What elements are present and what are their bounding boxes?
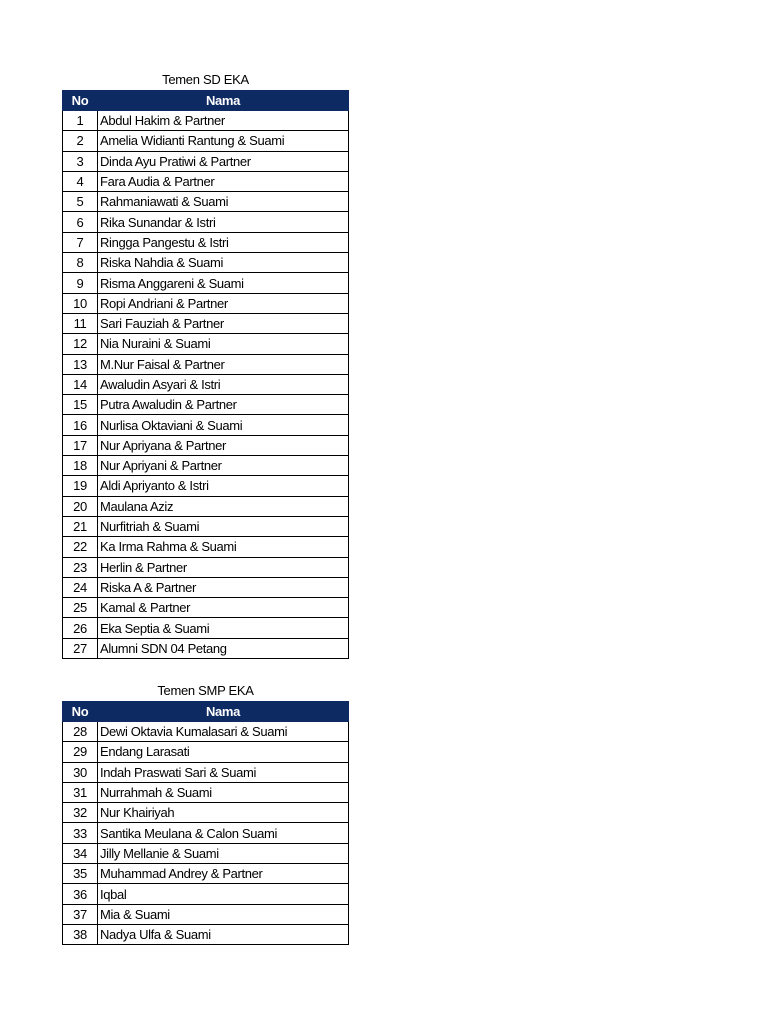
table-row [63, 253, 349, 273]
row-number: 11 [63, 313, 98, 333]
table-row [63, 435, 349, 455]
row-number: 21 [63, 516, 98, 536]
row-number: 22 [63, 537, 98, 557]
section-temen-smp [62, 681, 349, 945]
column-header-nama: Nama [98, 91, 349, 111]
table-row [63, 762, 349, 782]
row-number: 9 [63, 273, 98, 293]
row-number: 24 [63, 577, 98, 597]
guest-name: Kamal & Partner [98, 598, 349, 618]
guest-name: Nurlisa Oktaviani & Suami [98, 415, 349, 435]
row-number: 34 [63, 843, 98, 863]
guest-name: Fara Audia & Partner [98, 171, 349, 191]
table-row [63, 273, 349, 293]
guest-name: Riska A & Partner [98, 577, 349, 597]
table-row [63, 232, 349, 252]
table-row [63, 577, 349, 597]
row-number: 28 [63, 722, 98, 742]
row-number: 25 [63, 598, 98, 618]
row-number: 17 [63, 435, 98, 455]
row-number: 26 [63, 618, 98, 638]
guest-name: Ringga Pangestu & Istri [98, 232, 349, 252]
section-title: Temen SD EKA [162, 72, 249, 87]
table-row [63, 618, 349, 638]
row-number: 31 [63, 782, 98, 802]
guest-name: Nadya Ulfa & Suami [98, 924, 349, 944]
row-number: 2 [63, 131, 98, 151]
table-row [63, 722, 349, 742]
guest-table-smp [62, 701, 349, 945]
column-header-no: No [63, 702, 98, 722]
row-number: 27 [63, 638, 98, 658]
table-row [63, 803, 349, 823]
table-row [63, 334, 349, 354]
guest-name: Dewi Oktavia Kumalasari & Suami [98, 722, 349, 742]
row-number: 10 [63, 293, 98, 313]
section-temen-sd [62, 70, 349, 659]
table-row [63, 415, 349, 435]
row-number: 29 [63, 742, 98, 762]
guest-name: Ka Irma Rahma & Suami [98, 537, 349, 557]
guest-name: Indah Praswati Sari & Suami [98, 762, 349, 782]
row-number: 8 [63, 253, 98, 273]
table-body [63, 722, 349, 945]
guest-name: Herlin & Partner [98, 557, 349, 577]
guest-name: Sari Fauziah & Partner [98, 313, 349, 333]
guest-name: Endang Larasati [98, 742, 349, 762]
guest-name: Maulana Aziz [98, 496, 349, 516]
guest-table-sd [62, 90, 349, 659]
table-row [63, 638, 349, 658]
table-row [63, 456, 349, 476]
row-number: 7 [63, 232, 98, 252]
table-row [63, 212, 349, 232]
guest-name: Dinda Ayu Pratiwi & Partner [98, 151, 349, 171]
row-number: 18 [63, 456, 98, 476]
table-row [63, 557, 349, 577]
table-row [63, 904, 349, 924]
row-number: 37 [63, 904, 98, 924]
table-row [63, 782, 349, 802]
table-row [63, 293, 349, 313]
row-number: 19 [63, 476, 98, 496]
row-number: 1 [63, 111, 98, 131]
table-row [63, 742, 349, 762]
table-row [63, 354, 349, 374]
table-row [63, 313, 349, 333]
guest-name: Alumni SDN 04 Petang [98, 638, 349, 658]
guest-name: Abdul Hakim & Partner [98, 111, 349, 131]
guest-name: Rahmaniawati & Suami [98, 192, 349, 212]
column-header-nama: Nama [98, 702, 349, 722]
table-row [63, 864, 349, 884]
row-number: 15 [63, 395, 98, 415]
guest-name: Ropi Andriani & Partner [98, 293, 349, 313]
row-number: 23 [63, 557, 98, 577]
table-row [63, 131, 349, 151]
row-number: 36 [63, 884, 98, 904]
table-row [63, 843, 349, 863]
guest-name: Nia Nuraini & Suami [98, 334, 349, 354]
guest-name: Risma Anggareni & Suami [98, 273, 349, 293]
guest-name: Nurrahmah & Suami [98, 782, 349, 802]
table-header-row [63, 702, 349, 722]
row-number: 6 [63, 212, 98, 232]
row-number: 30 [63, 762, 98, 782]
table-row [63, 476, 349, 496]
guest-name: Putra Awaludin & Partner [98, 395, 349, 415]
table-body [63, 111, 349, 659]
row-number: 12 [63, 334, 98, 354]
row-number: 5 [63, 192, 98, 212]
table-row [63, 496, 349, 516]
row-number: 20 [63, 496, 98, 516]
table-row [63, 537, 349, 557]
table-row [63, 516, 349, 536]
column-header-no: No [63, 91, 98, 111]
row-number: 16 [63, 415, 98, 435]
guest-name: Aldi Apriyanto & Istri [98, 476, 349, 496]
guest-name: Jilly Mellanie & Suami [98, 843, 349, 863]
table-row [63, 374, 349, 394]
table-header-row [63, 91, 349, 111]
table-row [63, 884, 349, 904]
table-row [63, 171, 349, 191]
row-number: 33 [63, 823, 98, 843]
guest-name: Nur Apriyani & Partner [98, 456, 349, 476]
row-number: 13 [63, 354, 98, 374]
table-row [63, 395, 349, 415]
row-number: 38 [63, 924, 98, 944]
guest-name: Nur Khairiyah [98, 803, 349, 823]
table-row [63, 924, 349, 944]
table-row [63, 111, 349, 131]
guest-name: Iqbal [98, 884, 349, 904]
guest-name: Nurfitriah & Suami [98, 516, 349, 536]
row-number: 32 [63, 803, 98, 823]
row-number: 35 [63, 864, 98, 884]
guest-name: Awaludin Asyari & Istri [98, 374, 349, 394]
guest-name: Riska Nahdia & Suami [98, 253, 349, 273]
table-row [63, 192, 349, 212]
guest-name: Santika Meulana & Calon Suami [98, 823, 349, 843]
table-row [63, 151, 349, 171]
row-number: 14 [63, 374, 98, 394]
guest-name: Amelia Widianti Rantung & Suami [98, 131, 349, 151]
section-title: Temen SMP EKA [157, 683, 254, 698]
guest-name: Rika Sunandar & Istri [98, 212, 349, 232]
guest-name: M.Nur Faisal & Partner [98, 354, 349, 374]
table-row [63, 598, 349, 618]
guest-name: Eka Septia & Suami [98, 618, 349, 638]
guest-name: Muhammad Andrey & Partner [98, 864, 349, 884]
guest-name: Nur Apriyana & Partner [98, 435, 349, 455]
table-row [63, 823, 349, 843]
row-number: 3 [63, 151, 98, 171]
row-number: 4 [63, 171, 98, 191]
guest-name: Mia & Suami [98, 904, 349, 924]
